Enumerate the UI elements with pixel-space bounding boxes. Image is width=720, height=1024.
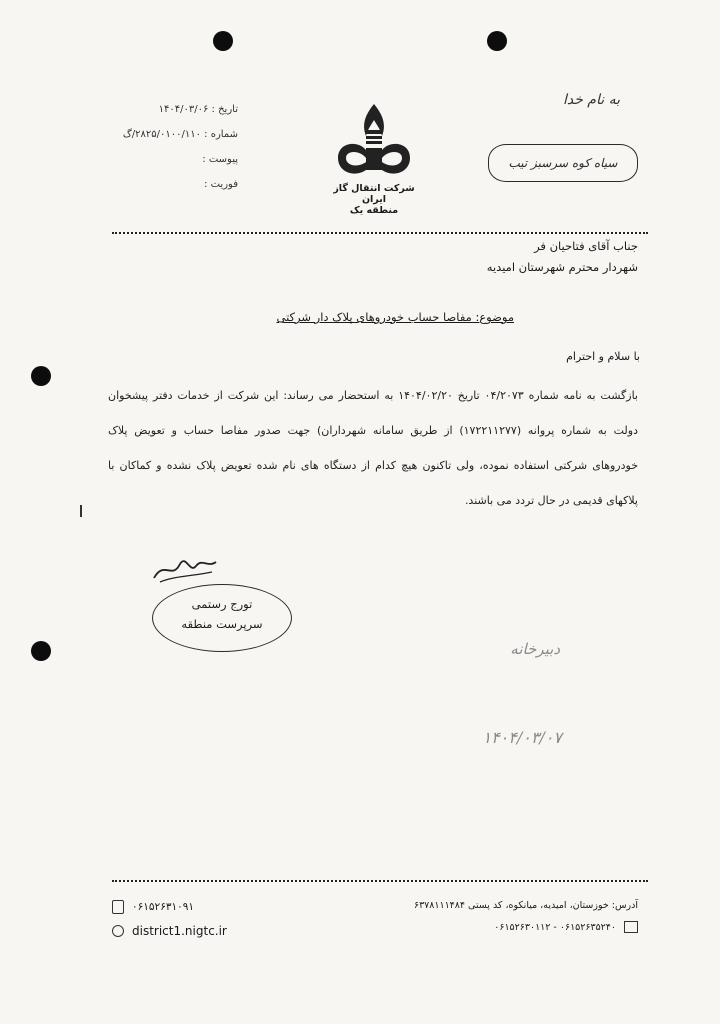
signatory-title: سرپرست منطقه [181,617,263,631]
punch-hole-mid-left [31,366,51,386]
date-label: تاریخ : [211,104,238,115]
header-meta [108,104,238,190]
number-label: شماره : [204,129,238,140]
campaign-label: سیاه کوه سرسبز تیب [508,156,618,170]
footer-contacts [112,900,312,938]
number-value: ۲۸۲۵/۰۱۰۰/۱۱۰/گ [122,129,201,140]
letter-body: بازگشت به نامه شماره ۰۴/۲۰۷۳ تاریخ ۱۴۰۴/۰۲/۲۰ به استحضار می رساند: این شرکت از خدمات دفتر پیشخوان دولت به شماره پروانه (۱۷۲۲۱۱۲۷۷) از طریق سامانه شهرداران) جهت صدور مفاصا حساب و تعویض پلاک خودروهای شرکتی استفاده نموده، ولی تاکنون هیچ کدام از دستگاه های نام شده تعویض پلاک نشده و کماکان با پلاکهای قدیمی در حال تردد می باشند. [108,389,638,507]
footer-phone: ۰۶۱۵۲۶۳۱۰۹۱ [132,901,195,913]
addressee-line2: شهردار محترم شهرستان امیدیه [486,260,638,274]
addressee [300,239,638,274]
globe-icon [112,925,124,937]
campaign-stamp [488,144,638,182]
nigc-flame-logo [326,100,422,178]
region-name: منطقه یک [349,205,399,216]
punch-hole-low-left [31,641,51,661]
signatory-name: تورج رستمی [191,597,253,611]
footer-fax: ۰۶۱۵۲۶۳۵۲۴۰ - ۰۶۱۵۲۶۳۰۱۱۲ [494,921,616,933]
company-logo [320,100,428,216]
phone-icon [112,900,124,914]
margin-mark [80,505,82,517]
footer-divider [112,880,648,882]
addressee-line1: جناب آقای فتاحیان فر [534,239,638,253]
header-divider [112,232,648,234]
greeting: با سلام و احترام [566,350,640,363]
subject: موضوع: مفاصا حساب خودروهای پلاک دار شرکتی [276,310,514,324]
company-name: شرکت انتقال گاز ایران [333,183,415,205]
footer-address: آدرس: خوزستان، امیدیه، میانکوه، کد پستی ۶۳۷۸۱۱۱۴۸۴ [413,900,638,911]
date-value: ۱۴۰۴/۰۳/۰۶ [158,104,209,115]
handwritten-note: دبیرخانه [510,640,560,658]
attachment-label: پیوست : [202,154,238,165]
footer-website[interactable]: district1.nigtc.ir [132,924,227,938]
bismillah: به نام خدا [562,92,620,108]
fax-icon [624,921,638,933]
punch-hole-top-right [487,31,507,51]
signature-stamp [152,584,292,652]
punch-hole-top-left [213,31,233,51]
urgency-label: فوریت : [204,179,238,190]
footer-address-block [380,900,638,933]
handwritten-date: ۱۴۰۴/۰۳/۰۷ [482,728,562,747]
